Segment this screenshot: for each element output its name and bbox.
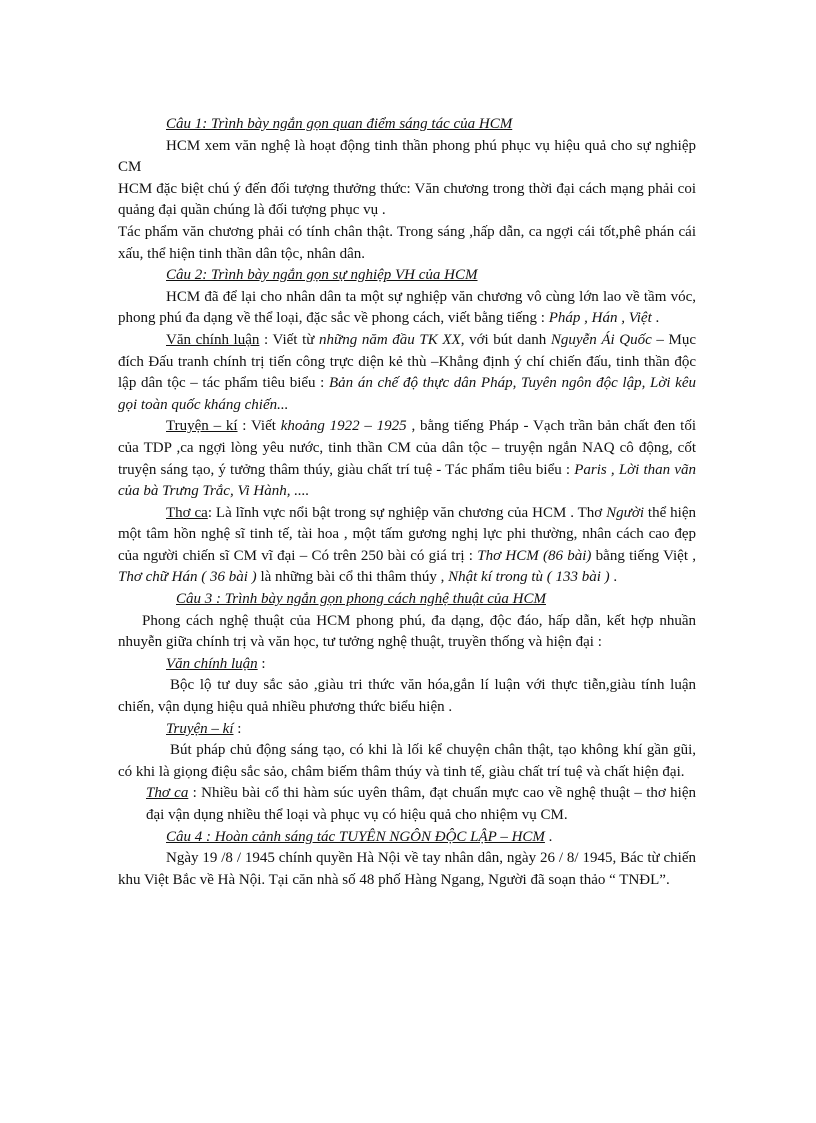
q2-truyen-ki: Truyện – kí : Viết khoảng 1922 – 1925 , bằng tiếng Pháp - Vạch trần bản chất đen tối của TDP ,ca ngợi lòng yêu nước, tinh thần CM của dân tộc – truyện ngắn NAQ cô động, cốt truyện sáng tạo, ý tưởng thâm thúy, giàu chất trí tuệ - Tác phẩm tiêu biểu : Paris , Lời than vãn của bà Trưng Trắc, Vi Hành, .... <box>118 418 696 500</box>
document-page <box>118 114 696 891</box>
q4-paragraph-1: Ngày 19 /8 / 1945 chính quyền Hà Nội về tay nhân dân, ngày 26 / 8/ 1945, Bác từ chiến khu Việt Bắc về Hà Nội. Tại căn nhà số 48 phố Hàng Ngang, Người đã soạn thảo “ TNĐL”. <box>118 850 696 888</box>
q2-van-chinh-luan: Văn chính luận : Viết từ những năm đầu TK XX, với bút danh Nguyễn Ái Quốc – Mục đích Đấu tranh chính trị tiến công trực diện kẻ thù –Khẳng định ý chí chiến đấu, tinh thần độc lập dân tộc – tác phẩm tiêu biểu : Bản án chế độ thực dân Pháp, Tuyên ngôn độc lập, Lời kêu gọi toàn quốc kháng chiến... <box>118 331 697 413</box>
q1-heading: Câu 1: Trình bày ngắn gọn quan điểm sáng tác của HCM <box>166 116 513 132</box>
q1-paragraph-3: Tác phẩm văn chương phải có tính chân thật. Trong sáng ,hấp dẫn, ca ngợi cái tốt,phê phán cái xấu, thể hiện tinh thần dân tộc, nhân dân. <box>118 223 696 262</box>
q3-tho-ca: Thơ ca : Nhiều bài cổ thi hàm súc uyên thâm, đạt chuẩn mực cao về nghệ thuật – thơ hiện đại vận dụng nhiều thể loại và phục vụ có hiệu quả cho nhiệm vụ CM. <box>146 785 696 823</box>
q2-tho-ca: Thơ ca: Là lĩnh vực nổi bật trong sự nghiệp văn chương của HCM . Thơ Người thể hiện một tâm hồn nghệ sĩ tinh tế, tài hoa , một tấm gương nghị lực phi thường, nhân cách cao đẹp của người chiến sĩ CM vĩ đại – Có trên 250 bài có giá trị : Thơ HCM (86 bài) bằng tiếng Việt , Thơ chữ Hán ( 36 bài ) là những bài cổ thi thâm thúy , Nhật kí trong tù ( 133 bài ) . <box>118 504 697 586</box>
q2-paragraph-1: HCM đã để lại cho nhân dân ta một sự nghiệp văn chương vô cùng lớn lao về tầm vóc, phong phú đa dạng về thể loại, đặc sắc về phong cách, viết bằng tiếng : Pháp , Hán , Việt . <box>118 288 696 327</box>
q1-paragraph-1: HCM xem văn nghệ là hoạt động tinh thần phong phú phục vụ hiệu quả cho sự nghiệp CM <box>118 137 696 176</box>
q3-intro: Phong cách nghệ thuật của HCM phong phú, đa dạng, độc đáo, hấp dẫn, kết hợp nhuần nhuyễn giữa chính trị và văn học, tư tưởng nghệ thuật, truyền thống và hiện đại : <box>118 612 696 651</box>
q3-heading: Câu 3 : Trình bày ngắn gọn phong cách nghệ thuật của HCM <box>176 591 546 608</box>
q1-paragraph-2: HCM đặc biệt chú ý đến đối tượng thưởng thức: Văn chương trong thời đại cách mạng phải coi quảng đại quần chúng là đối tượng phục vụ . <box>118 180 696 219</box>
q3-van-chinh-luan-label: Văn chính luận : <box>166 655 266 672</box>
q4-heading: Câu 4 : Hoàn cảnh sáng tác TUYÊN NGÔN ĐỘC LẬP – HCM . <box>166 828 553 845</box>
q2-heading: Câu 2: Trình bày ngắn gọn sự nghiệp VH của HCM <box>166 267 478 284</box>
q3-truyen-ki-text: Bút pháp chủ động sáng tạo, có khi là lối kể chuyện chân thật, tạo không khí gần gũi, có khi là giọng điệu sắc sảo, châm biếm thâm thúy và tinh tế, giàu chất trí tuệ và chất hiện đại. <box>118 742 696 780</box>
q3-van-chinh-luan-text: Bộc lộ tư duy sắc sảo ,giàu tri thức văn hóa,gắn lí luận với thực tiễn,giàu tính luận chiến, vận dụng hiệu quả nhiều phương thức biểu hiện . <box>118 677 696 716</box>
q3-truyen-ki-label: Truyện – kí : <box>166 720 242 737</box>
